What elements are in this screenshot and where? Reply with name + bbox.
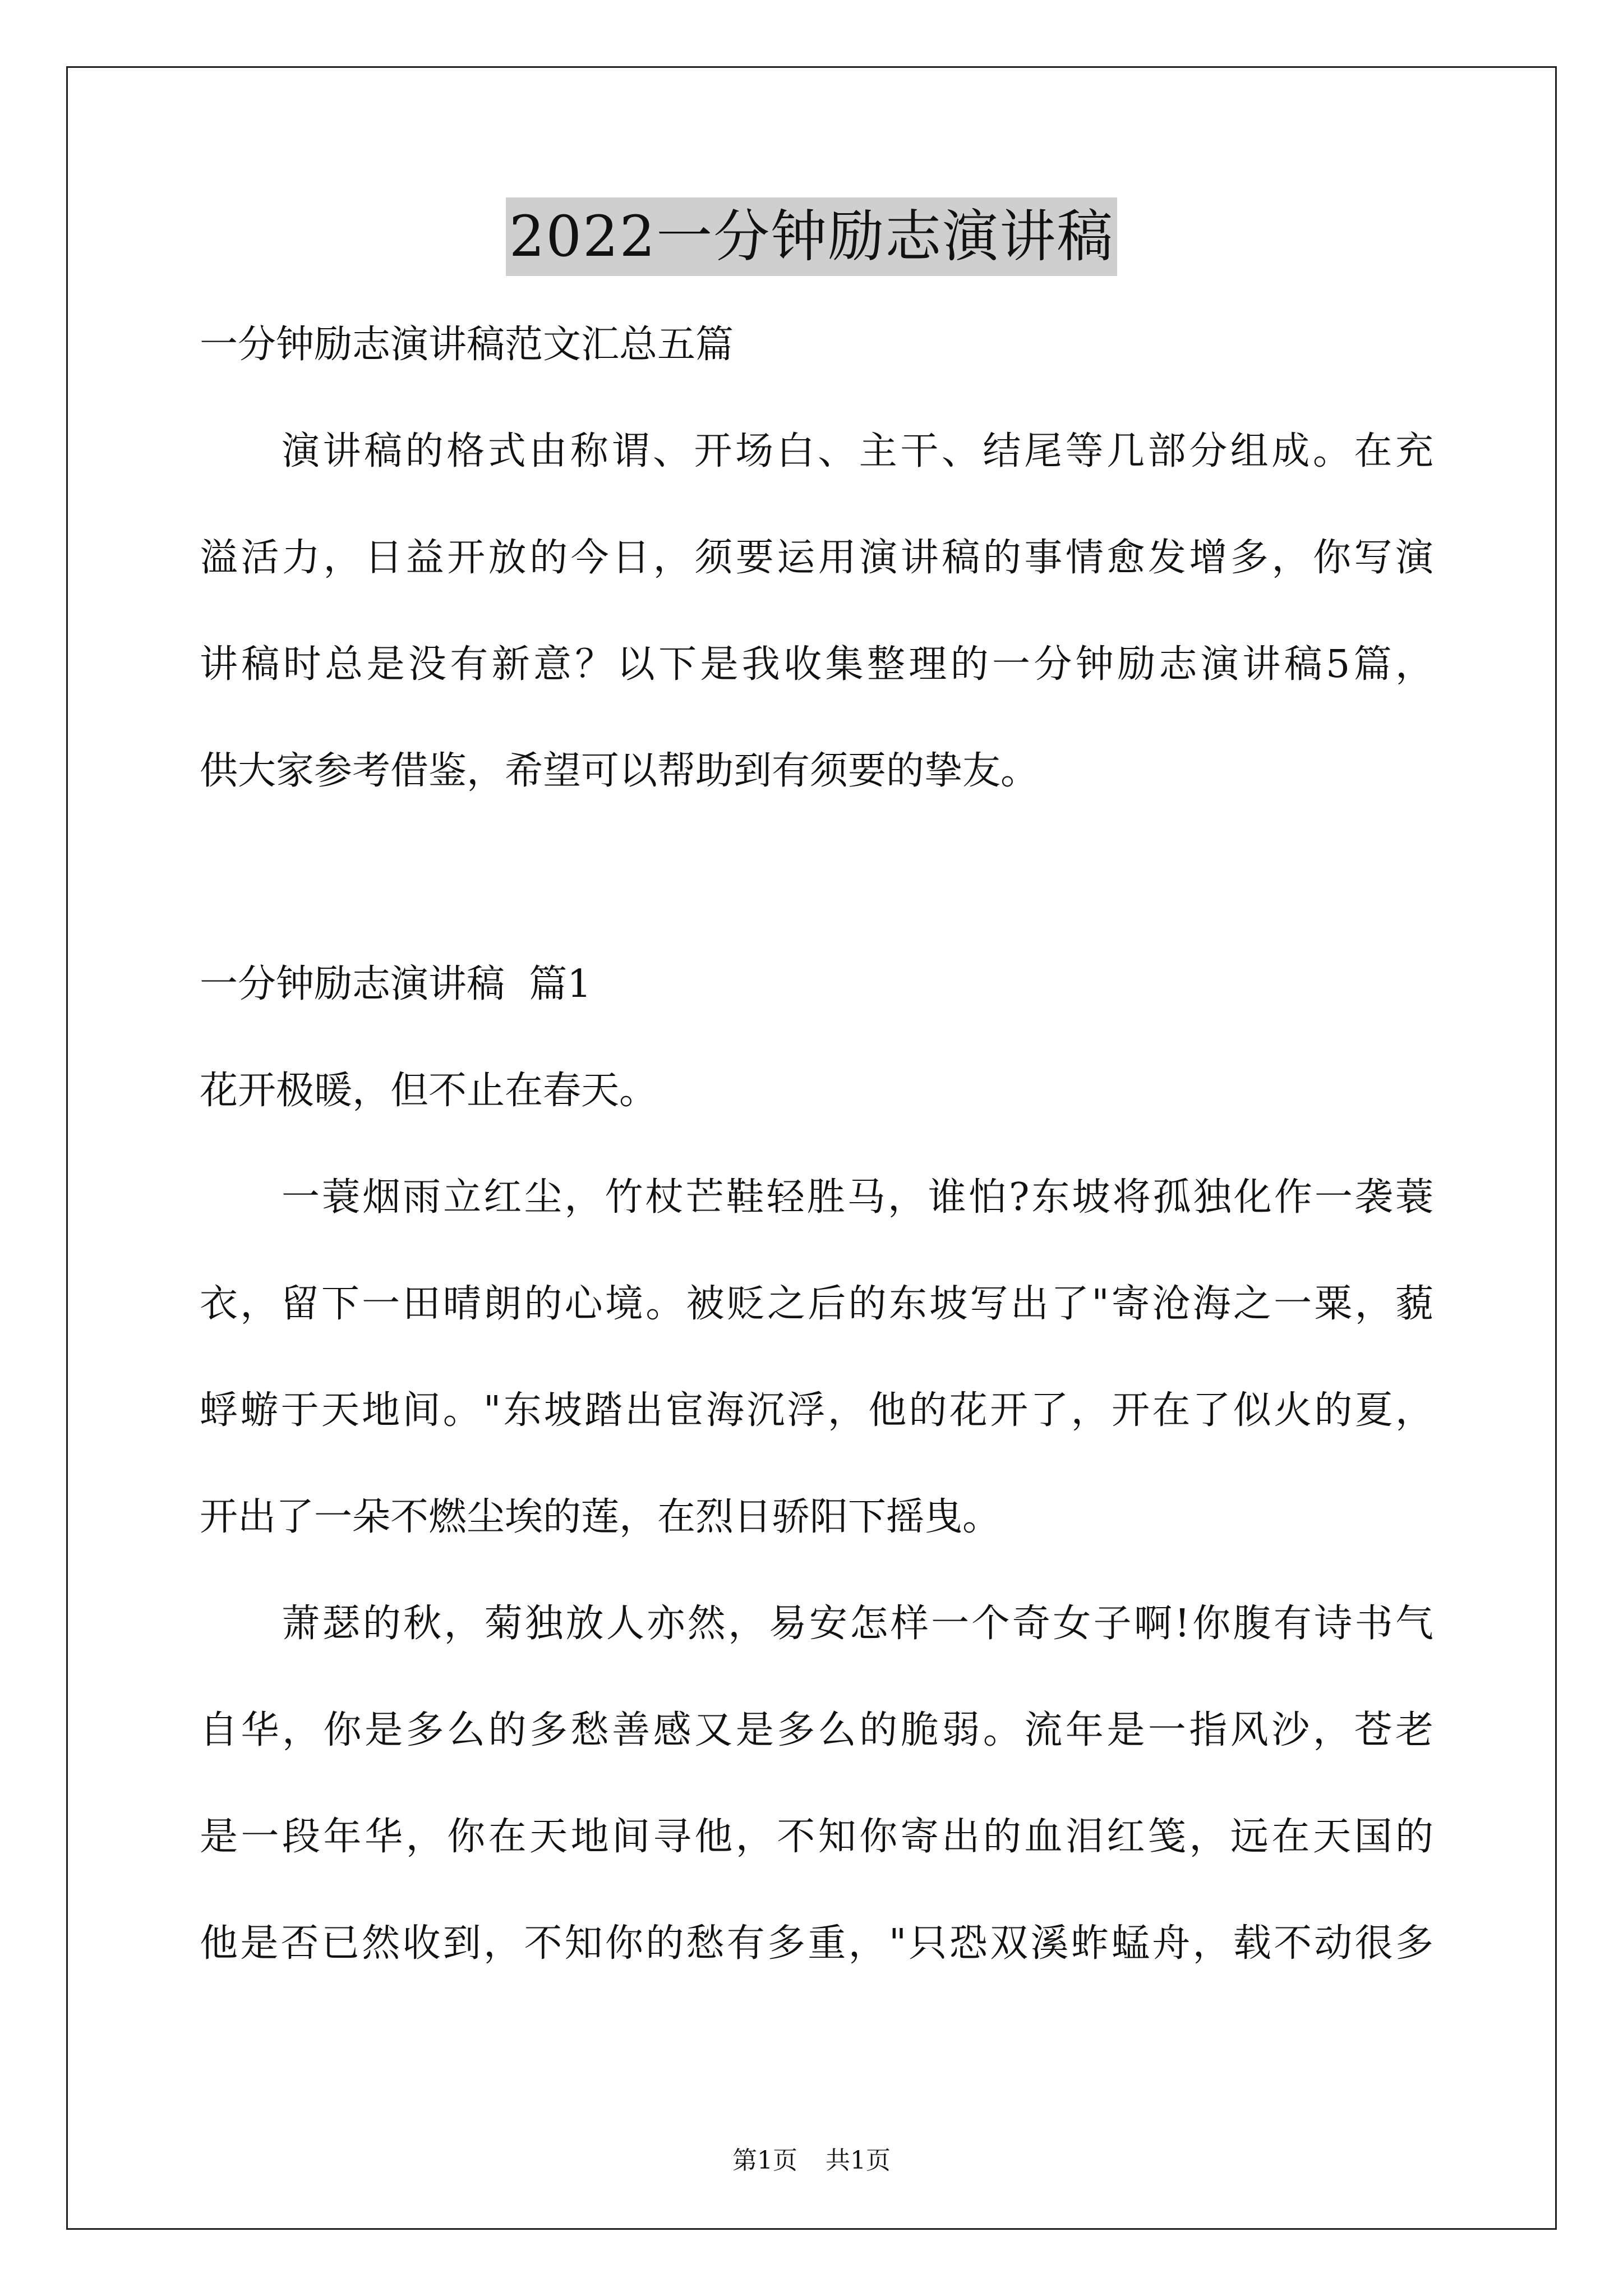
intro-line: 演讲稿的格式由称谓、开场白、主干、结尾等几部分组成。在充	[282, 429, 1433, 473]
page-footer	[0, 2144, 1623, 2178]
document-title: 2022一分钟励志演讲稿	[506, 197, 1118, 276]
document-body	[200, 292, 1433, 1997]
intro-paragraph	[200, 398, 1433, 825]
paragraph-line: 他是否已然收到，不知你的愁有多重，"只恐双溪蚱蜢舟，载不动很多	[200, 1921, 1433, 1966]
page-number-total: 共1页	[826, 2146, 891, 2175]
document-subtitle: 一分钟励志演讲稿范文汇总五篇	[200, 323, 734, 367]
body-paragraph-1	[200, 1144, 1433, 1571]
paragraph-line: 一蓑烟雨立红尘，竹杖芒鞋轻胜马，谁怕?东坡将孤独化作一袭蓑	[282, 1175, 1433, 1220]
paragraph-gap	[200, 825, 1433, 931]
section-opening-line: 花开极暖，但不止在春天。	[200, 1069, 658, 1113]
section-heading: 一分钟励志演讲稿 篇1	[200, 962, 592, 1006]
page-number-current: 第1页	[732, 2146, 797, 2175]
paragraph-line: 蜉蝣于天地间。"东坡踏出宦海沉浮，他的花开了，开在了似火的夏，	[200, 1388, 1433, 1433]
intro-line: 溢活力，日益开放的今日，须要运用演讲稿的事情愈发增多，你写演	[200, 536, 1433, 580]
paragraph-line: 是一段年华，你在天地间寻他，不知你寄出的血泪红笺，远在天国的	[200, 1815, 1433, 1859]
intro-line: 供大家参考借鉴，希望可以帮助到有须要的挚友。	[200, 749, 1039, 793]
paragraph-line: 开出了一朵不燃尘埃的莲，在烈日骄阳下摇曳。	[200, 1495, 1001, 1539]
paragraph-line: 衣，留下一田晴朗的心境。被贬之后的东坡写出了"寄沧海之一粟，藐	[200, 1282, 1433, 1326]
title-container	[0, 197, 1623, 276]
paragraph-line: 自华，你是多么的多愁善感又是多么的脆弱。流年是一指风沙，苍老	[200, 1708, 1433, 1752]
intro-line: 讲稿时总是没有新意？以下是我收集整理的一分钟励志演讲稿5篇，	[200, 642, 1433, 687]
body-paragraph-2	[200, 1571, 1433, 1997]
paragraph-line: 萧瑟的秋，菊独放人亦然，易安怎样一个奇女子啊!你腹有诗书气	[282, 1602, 1433, 1646]
